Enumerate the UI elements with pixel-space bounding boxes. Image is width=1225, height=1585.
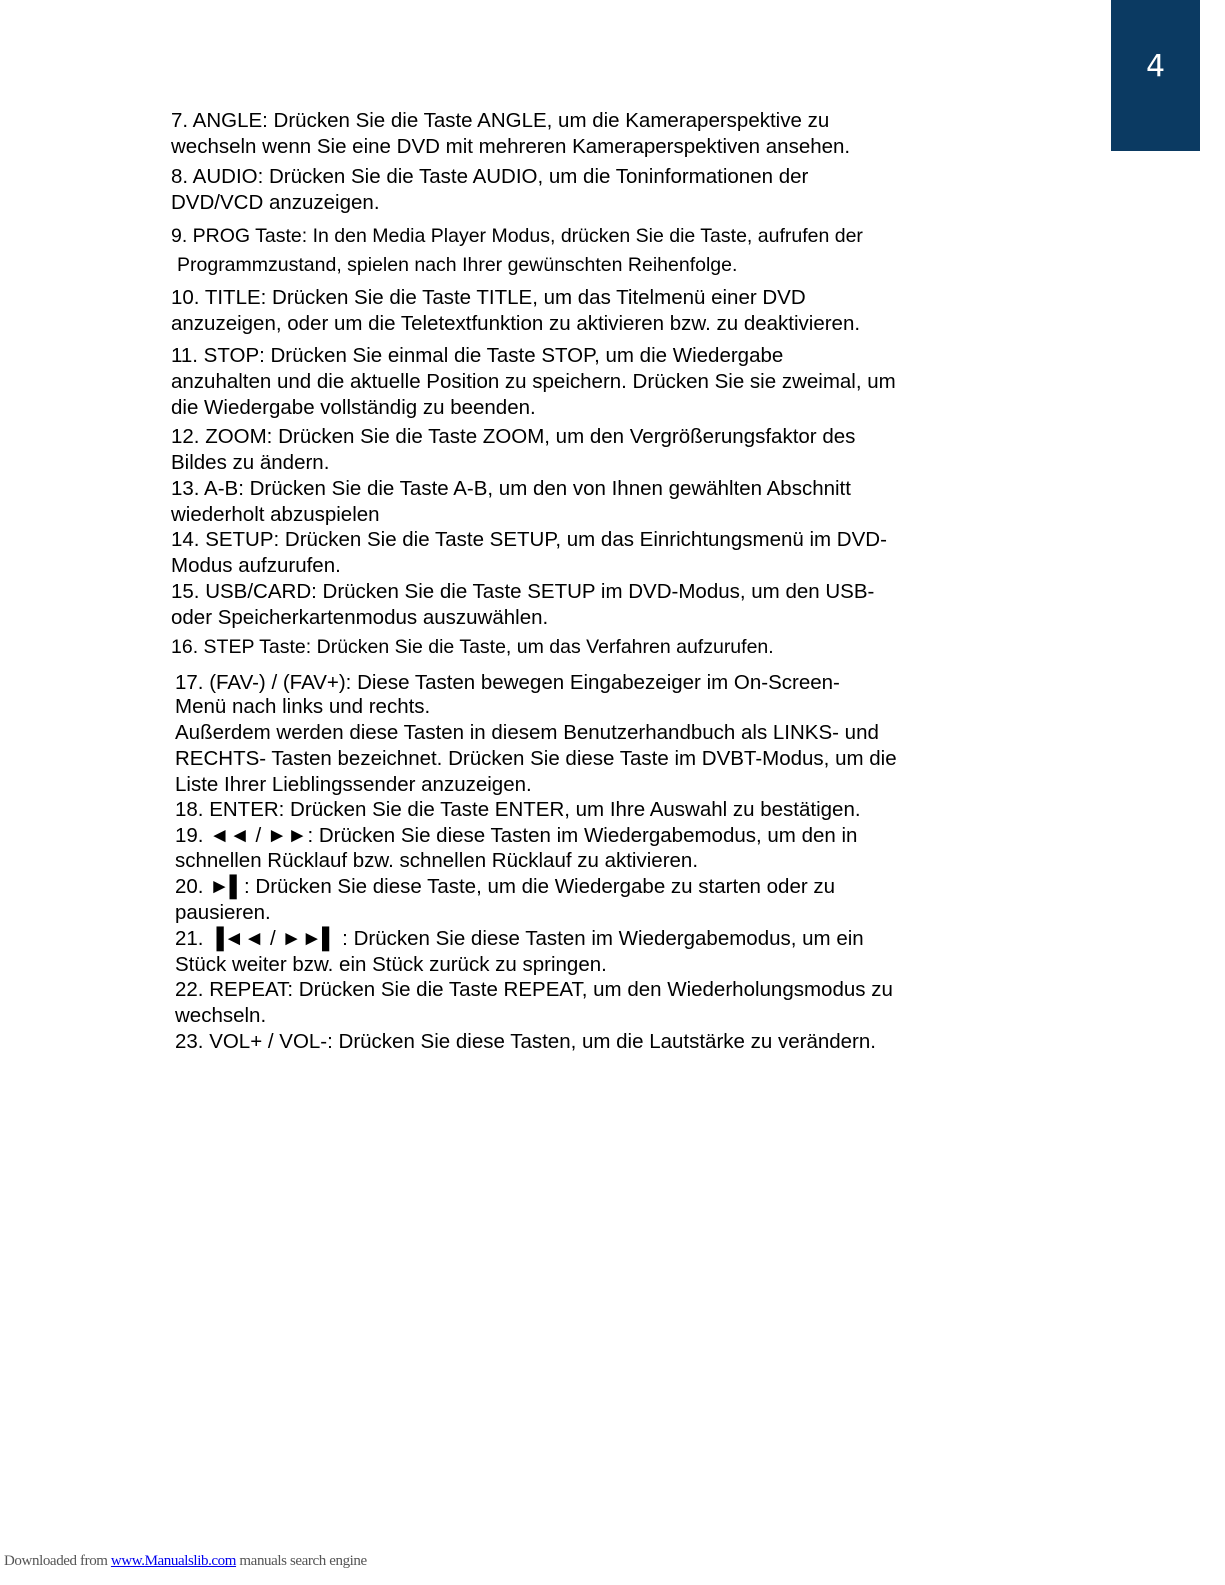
- manualslib-link[interactable]: www.Manualslib.com: [110, 1553, 237, 1569]
- text-line: 8. AUDIO: Drücken Sie die Taste AUDIO, um die Toninformationen der: [171, 165, 809, 188]
- text-line: wechseln wenn Sie eine DVD mit mehreren Kameraperspektiven ansehen.: [171, 135, 851, 158]
- text-line: 11. STOP: Drücken Sie einmal die Taste STOP, um die Wiedergabe: [171, 344, 784, 367]
- text-line: 22. REPEAT: Drücken Sie die Taste REPEAT, um den Wiederholungsmodus zu: [175, 978, 893, 1001]
- text-line: 7. ANGLE: Drücken Sie die Taste ANGLE, um die Kameraperspektive zu: [171, 109, 830, 132]
- text-line: 16. STEP Taste: Drücken Sie die Taste, um das Verfahren aufzurufen.: [171, 636, 774, 658]
- text-line: Außerdem werden diese Tasten in diesem Benutzerhandbuch als LINKS- und: [175, 721, 879, 744]
- page-number-tab: 4: [1111, 0, 1200, 151]
- text-line: pausieren.: [175, 901, 271, 924]
- text-line: Liste Ihrer Lieblingssender anzuzeigen.: [175, 773, 532, 796]
- text-line: 13. A-B: Drücken Sie die Taste A-B, um den von Ihnen gewählten Abschnitt: [171, 477, 851, 500]
- text-line: wechseln.: [175, 1004, 267, 1027]
- text-line: Menü nach links und rechts.: [175, 695, 431, 718]
- text-line: 14. SETUP: Drücken Sie die Taste SETUP, um das Einrichtungsmenü im DVD-: [171, 528, 887, 551]
- text-line: DVD/VCD anzuzeigen.: [171, 191, 380, 214]
- text-line: 9. PROG Taste: In den Media Player Modus, drücken Sie die Taste, aufrufen der: [171, 225, 863, 247]
- text-line: 15. USB/CARD: Drücken Sie die Taste SETUP im DVD-Modus, um den USB-: [171, 580, 875, 603]
- text-line: schnellen Rücklauf bzw. schnellen Rücklauf zu aktivieren.: [175, 849, 699, 872]
- text-line: 21. ▐◄◄ / ►►▌ : Drücken Sie diese Tasten im Wiedergabemodus, um ein: [175, 927, 864, 950]
- text-line: 20. ►▌: Drücken Sie diese Taste, um die Wiedergabe zu starten oder zu: [175, 875, 836, 898]
- text-line: Stück weiter bzw. ein Stück zurück zu springen.: [175, 953, 607, 976]
- text-line: oder Speicherkartenmodus auszuwählen.: [171, 606, 549, 629]
- footer-suffix: manuals search engine: [236, 1553, 367, 1569]
- footer-prefix: Downloaded from: [4, 1553, 111, 1569]
- text-line: Bildes zu ändern.: [171, 451, 330, 474]
- text-line: anzuzeigen, oder um die Teletextfunktion zu aktivieren bzw. zu deaktivieren.: [171, 312, 861, 335]
- text-line: die Wiedergabe vollständig zu beenden.: [171, 396, 536, 419]
- text-line: wiederholt abzuspielen: [171, 503, 380, 526]
- text-line: 10. TITLE: Drücken Sie die Taste TITLE, um das Titelmenü einer DVD: [171, 286, 806, 309]
- text-line: 19. ◄◄ / ►►: Drücken Sie diese Tasten im Wiedergabemodus, um den in: [175, 824, 858, 847]
- text-line: 23. VOL+ / VOL-: Drücken Sie diese Tasten, um die Lautstärke zu verändern.: [175, 1030, 876, 1053]
- text-line: Modus aufzurufen.: [171, 554, 341, 577]
- text-line: RECHTS- Tasten bezeichnet. Drücken Sie diese Taste im DVBT-Modus, um die: [175, 747, 897, 770]
- text-line: Programmzustand, spielen nach Ihrer gewünschten Reihenfolge.: [177, 254, 738, 276]
- download-footer: [4, 1553, 367, 1570]
- text-line: anzuhalten und die aktuelle Position zu speichern. Drücken Sie sie zweimal, um: [171, 370, 896, 393]
- text-line: 17. (FAV-) / (FAV+): Diese Tasten bewegen Eingabezeiger im On-Screen-: [175, 671, 840, 694]
- text-line: 12. ZOOM: Drücken Sie die Taste ZOOM, um den Vergrößerungsfaktor des: [171, 425, 856, 448]
- text-line: 18. ENTER: Drücken Sie die Taste ENTER, um Ihre Auswahl zu bestätigen.: [175, 798, 861, 821]
